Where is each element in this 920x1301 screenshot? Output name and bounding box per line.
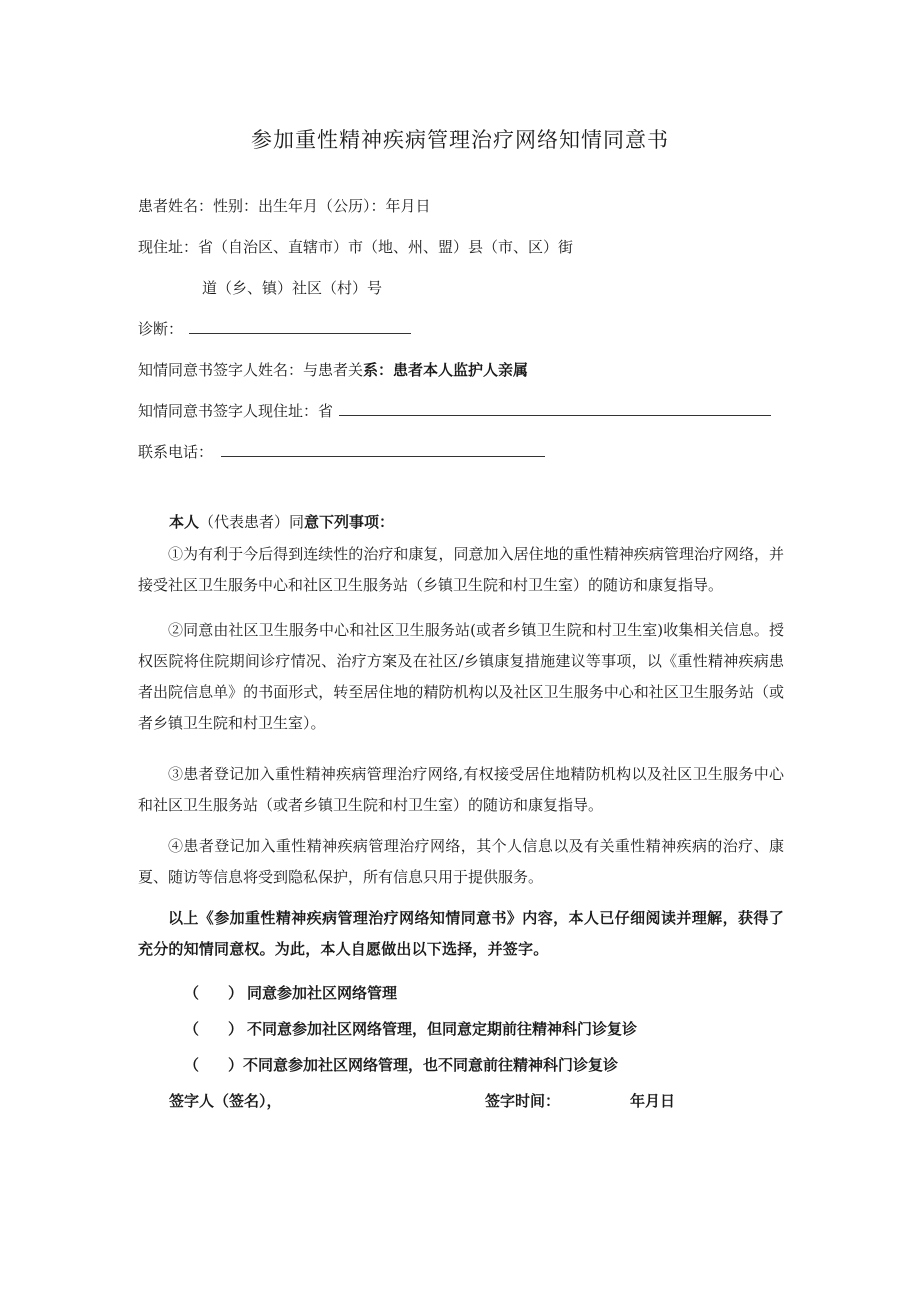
consent-intro-part: 本人 (169, 513, 200, 531)
signer-name-label: 知情同意书签字人姓名：与患者关 (138, 361, 364, 379)
consent-intro (169, 512, 394, 532)
option-paren-close: ） (228, 1056, 244, 1074)
address-line-1: 现住址：省（自治区、直辖市）市（地、州、盟）县（市、区）街 (138, 238, 574, 256)
signer-signature-label: 签字人（签名）， (169, 1092, 282, 1110)
signer-name-row (138, 360, 528, 380)
diagnosis-label: 诊断： (138, 320, 184, 338)
option-checkbox[interactable]: （ (184, 1056, 200, 1074)
consent-declaration: 以上《参加重性精神疾病管理治疗网络知情同意书》内容，本人已仔细阅读并理解，获得了充分的知情同意权。为此，本人自愿做出以下选择，并签字。 (138, 909, 784, 958)
signature-date-label: 年月日 (630, 1092, 676, 1110)
option-label: 同意参加社区网络管理 (247, 984, 398, 1002)
signer-address-field[interactable] (339, 401, 771, 416)
signer-address-label: 知情同意书签字人现住址：省 (138, 402, 334, 420)
patient-info-line: 患者姓名：性别：出生年月（公历）：年月日 (138, 197, 431, 215)
option-checkbox[interactable]: （ (184, 984, 200, 1002)
phone-row (138, 442, 545, 462)
signer-address-row (138, 401, 771, 421)
signer-relation-options: 系：患者本人监护人亲属 (363, 361, 529, 379)
consent-intro-part: （代表患者）同 (199, 513, 305, 531)
option-paren-close: ） (228, 984, 244, 1002)
diagnosis-field[interactable] (189, 319, 411, 334)
address-line-2: 道（乡、镇）社区（村）号 (202, 279, 383, 297)
option-row[interactable] (184, 983, 397, 1003)
consent-item-2: ②同意由社区卫生服务中心和社区卫生服务站(或者乡镇卫生院和村卫生室)收集相关信息。授权医院将住院期间诊疗情况、治疗方案及在社区/乡镇康复措施建议等事项，以《重性精神疾病患者出院信息单》的书面形式，转至居住地的精防机构以及社区卫生服务中心和社区卫生服务站（或者乡镇卫生院和村卫生室）。 (138, 621, 784, 732)
option-row[interactable] (184, 1019, 637, 1039)
consent-item-4: ④患者登记加入重性精神疾病管理治疗网络，其个人信息以及有关重性精神疾病的治疗、康夏、随访等信息将受到隐私保护，所有信息只用于提供服务。 (138, 837, 784, 886)
diagnosis-row (138, 319, 411, 339)
phone-label: 联系电话： (138, 443, 214, 461)
phone-field[interactable] (221, 442, 545, 457)
option-label: 不同意参加社区网络管理，也不同意前往精神科门诊复诊 (243, 1056, 619, 1074)
option-paren-close: ） (228, 1020, 244, 1038)
signature-time-label: 签字时间： (485, 1092, 561, 1110)
option-checkbox[interactable]: （ (184, 1020, 200, 1038)
option-row[interactable] (184, 1055, 618, 1075)
page-title: 参加重性精神疾病管理治疗网络知情同意书 (251, 128, 669, 152)
consent-item-3: ③患者登记加入重性精神疾病管理治疗网络,有权接受居住地精防机构以及社区卫生服务中心和社区卫生服务站（或者乡镇卫生院和村卫生室）的随访和康复指导。 (138, 765, 784, 814)
option-label: 不同意参加社区网络管理，但同意定期前往精神科门诊复诊 (247, 1020, 638, 1038)
consent-intro-part: 意下列事项： (304, 513, 395, 531)
consent-item-1: ①为有利于今后得到连续性的治疗和康复，同意加入居住地的重性精神疾病管理治疗网络，并接受社区卫生服务中心和社区卫生服务站（乡镇卫生院和村卫生室）的随访和康复指导。 (138, 545, 784, 594)
